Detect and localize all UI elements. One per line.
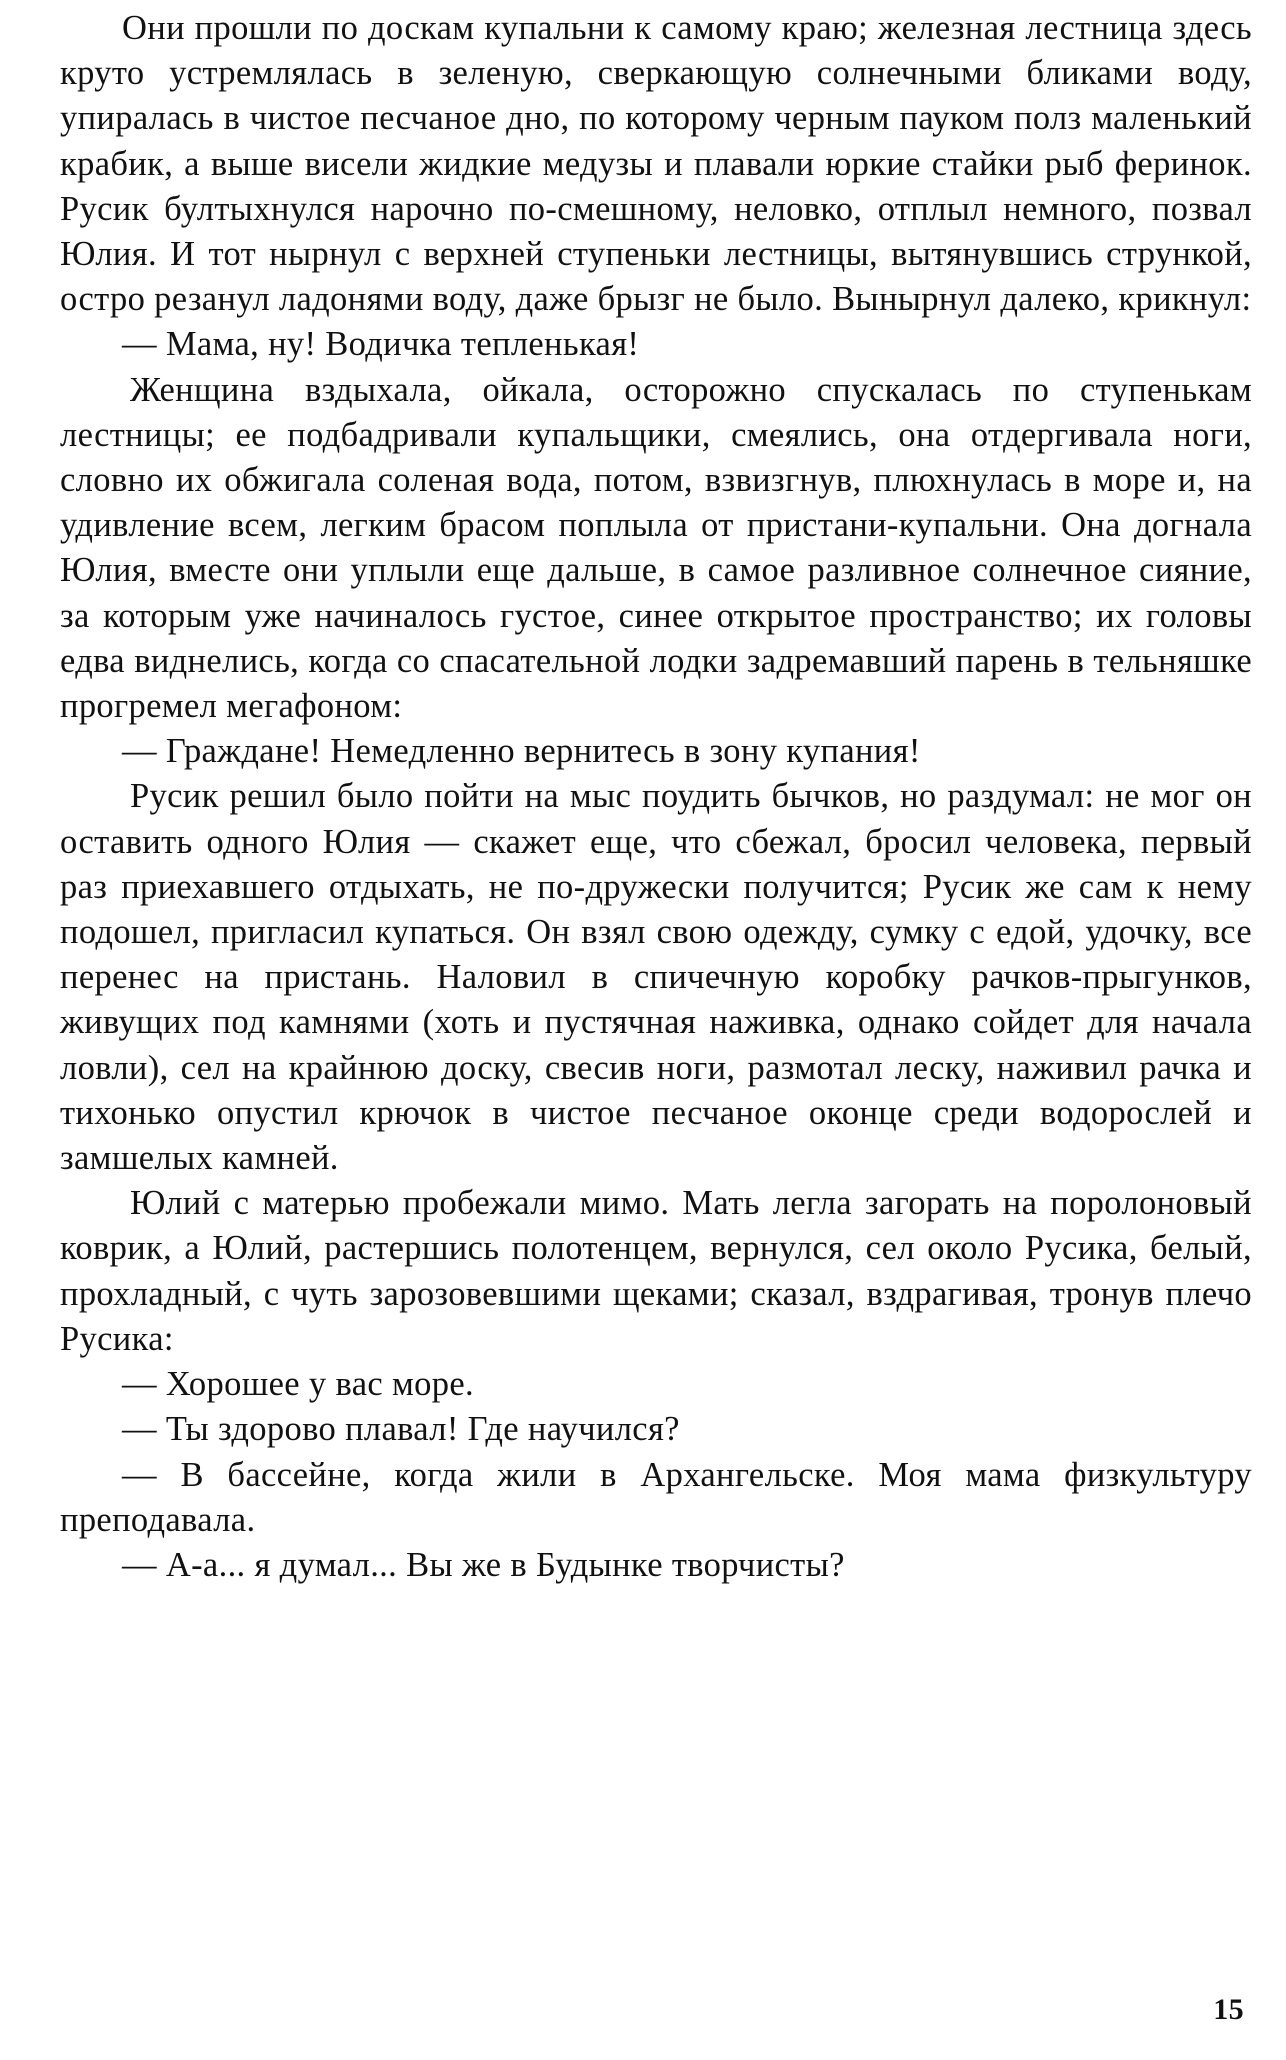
paragraph: Юлий с матерью пробежали мимо. Мать легла загорать на поролоновый коврик, а Юлий, растершись полотенцем, вернулся, сел около Русика, белый, прохладный, с чуть зарозовевшими щеками; сказал, вздрагивая, тронув плечо Русика: — [60, 1184, 1252, 1358]
dialogue-line: — Ты здорово плавал! Где научился? — [122, 1410, 680, 1449]
dialogue-line: — А-а... я думал... Вы же в Будынке творчисты? — [122, 1545, 845, 1584]
dialogue-line: — Граждане! Немедленно вернитесь в зону купания! — [122, 732, 921, 771]
dialogue-line: — Мама, ну! Водичка тепленькая! — [122, 325, 640, 364]
book-page — [60, 6, 1252, 2046]
text-body — [60, 6, 1252, 1588]
paragraph: Русик решил было пойти на мыс поудить бычков, но раздумал: не мог он оставить одного Юлия — скажет еще, что сбежал, бросил человека, первый раз приехавшего отдыхать, не по-дружески получится; Русик же сам к нему подошел, пригласил купаться. Он взял свою одежду, сумку с едой, удочку, все перенес на пристань. Наловил в спичечную коробку рачков-прыгунков, живущих под камнями (хоть и пустячная наживка, однако сойдет для начала ловли), сел на крайнюю доску, свесив ноги, размотал леску, наживил рачка и тихонько опустил крючок в чистое песчаное оконце среди водорослей и замшелых камней. — [60, 777, 1252, 1178]
paragraph: Женщина вздыхала, ойкала, осторожно спускалась по ступенькам лестницы; ее подбадривали купальщики, смеялись, она отдергивала ноги, словно их обжигала соленая вода, потом, взвизгнув, плюхнулась в море и, на удивление всем, легким брасом поплыла от пристани-купальни. Она догнала Юлия, вместе они уплыли еще дальше, в самое разливное солнечное сияние, за которым уже начиналось густое, синее открытое пространство; их головы едва виднелись, когда со спасательной лодки задремавший парень в тельняшке прогремел мегафоном: — [60, 370, 1252, 726]
dialogue-line: — Хорошее у вас море. — [122, 1365, 475, 1404]
paragraph: Они прошли по доскам купальни к самому краю; железная лестница здесь круто устремлялась в зеленую, сверкающую солнечными бликами воду, упиралась в чистое песчаное дно, по которому черным пауком полз маленький крабик, а выше висели жидкие медузы и плавали юркие стайки рыб феринок. Русик бултыхнулся нарочно по-смешному, неловко, отплыл немного, позвал Юлия. И тот нырнул с верхней ступеньки лестницы, вытянувшись стрункой, остро резанул ладонями воду, даже брызг не было. Вынырнул далеко, крикнул: — [60, 9, 1252, 319]
dialogue-line: — В бассейне, когда жили в Архангельске. Моя мама физкультуру преподавала. — [60, 1455, 1252, 1539]
page-number: 15 — [1213, 1993, 1244, 2026]
